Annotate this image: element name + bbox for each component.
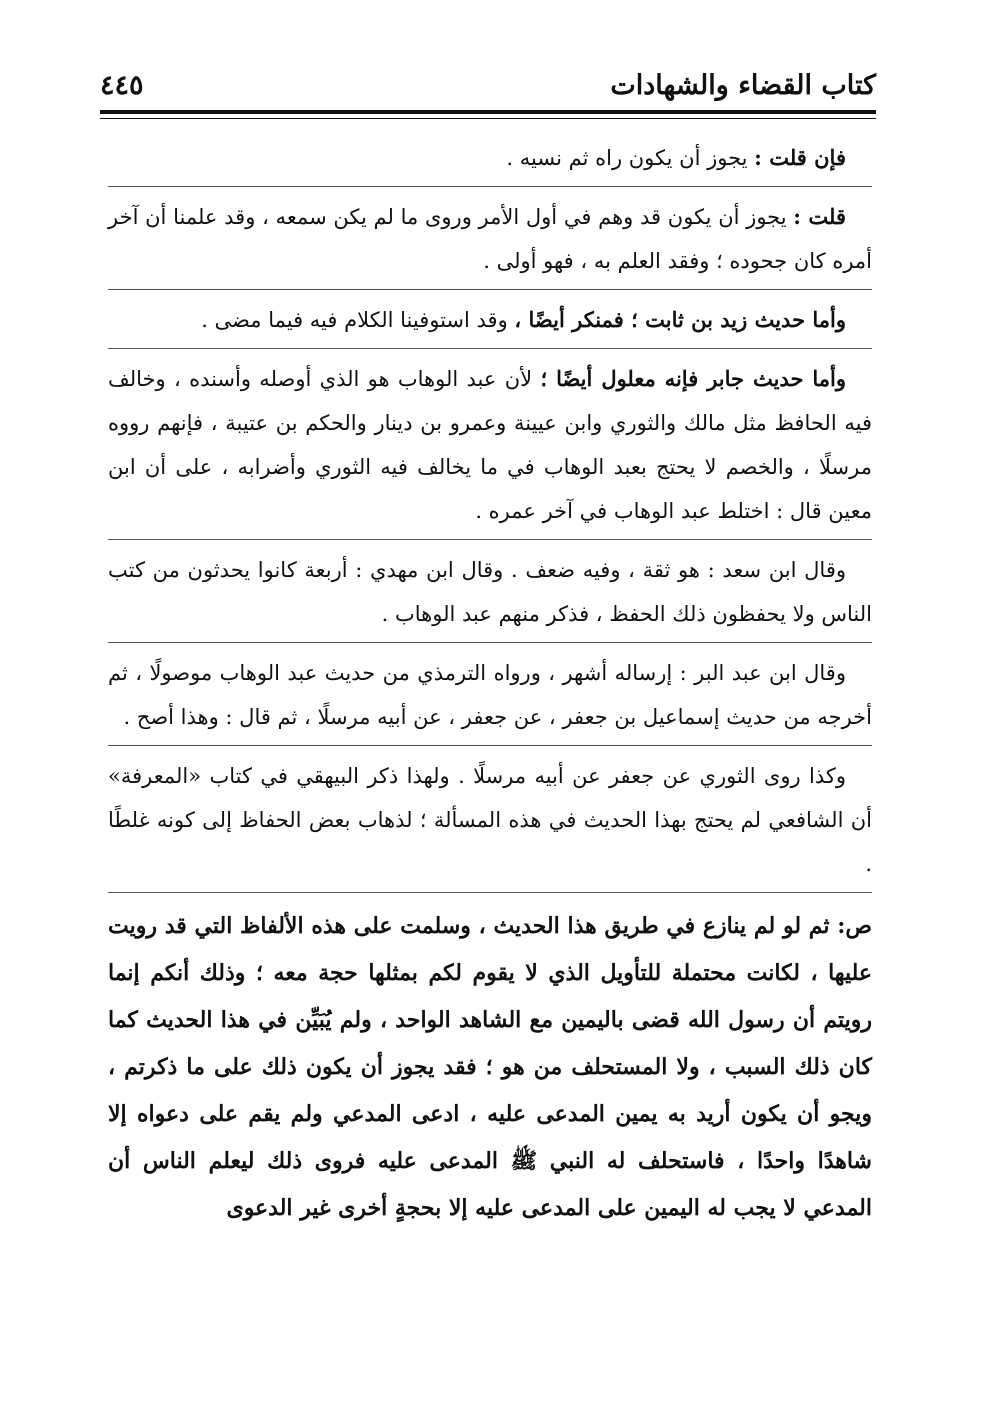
paragraph-jabir-hadith: [108, 357, 872, 533]
page-number: ٤٤٥: [100, 70, 144, 101]
paragraph-divider: [108, 892, 872, 893]
running-head: كتاب القضاء والشهادات: [610, 70, 876, 101]
paragraph-zayd-hadith: [108, 298, 872, 342]
paragraph-lead: قلت :: [793, 204, 846, 229]
paragraph-divider: [108, 642, 872, 643]
paragraph-divider: [108, 745, 872, 746]
header-rule-thin: [100, 118, 876, 119]
body-text: [108, 136, 872, 1238]
paragraph-lead: وأما حديث زيد بن ثابت ؛ فمنكر أيضًا ،: [514, 307, 846, 332]
paragraph-lead: فإن قلت :: [754, 145, 846, 170]
paragraph-main-text: ص: ثم لو لم ينازع في طريق هذا الحديث ، وسلمت على هذه الألفاظ التي قد رويت عليها ، لكانت محتملة للتأويل الذي لا يقوم لكم بمثلها حجة معه ؛ وذلك أنكم إنما رويتم أن رسول الله قضى باليمين مع الشاهد الواحد ، ولم يُبَيِّن في هذا الحديث كما كان ذلك السبب ، ولا المستحلف من هو ؛ فقد يجوز أن يكون ذلك على ما ذكرتم ، ويجو أن يكون أريد به يمين المدعى عليه ، ادعى المدعي ولم يقم على دعواه إلا شاهدًا واحدًا ، فاستحلف له النبي ﷺ المدعى عليه فروى ذلك ليعلم الناس أن المدعي لا يجب له اليمين على المدعى عليه إلا بحجةٍ أخرى غير الدعوى: [108, 913, 872, 1221]
paragraph-ibn-abd-al-barr: وقال ابن عبد البر : إرساله أشهر ، ورواه الترمذي من حديث عبد الوهاب موصولًا ، ثم أخرجه من حديث إسماعيل بن جعفر ، عن جعفر ، عن أبيه مرسلًا ، ثم قال : وهذا أصح .: [108, 661, 872, 729]
paragraph-divider: [108, 186, 872, 187]
paragraph-objection: [108, 136, 872, 180]
paragraph-text: يجوز أن يكون قد وهم في أول الأمر وروى ما لم يكن سمعه ، وقد علمنا أن آخر أمره كان جحوده ؛ وفقد العلم به ، فهو أولى .: [108, 205, 872, 273]
paragraph-text: لأن عبد الوهاب هو الذي أوصله وأسنده ، وخالف فيه الحافظ مثل مالك والثوري وابن عيينة وعمرو بن دينار والحكم بن عتيبة ، فإنهم رووه مرسلًا ، والخصم لا يحتج بعبد الوهاب في ما يخالف فيه الثوري وأضرابه ، على أن ابن معين قال : اختلط عبد الوهاب في آخر عمره .: [108, 367, 872, 523]
paragraph-reply: [108, 195, 872, 283]
paragraph-ibn-saad: وقال ابن سعد : هو ثقة ، وفيه ضعف . وقال ابن مهدي : أربعة كانوا يحدثون من كتب الناس ولا يحفظون ذلك الحفظ ، فذكر منهم عبد الوهاب .: [108, 558, 872, 626]
header-rule-thick: [100, 110, 876, 114]
paragraph-lead: وأما حديث جابر فإنه معلول أيضًا ؛: [540, 366, 846, 391]
page-header: [100, 62, 876, 110]
paragraph-text: وقد استوفينا الكلام فيه فيما مضى .: [201, 308, 515, 332]
paragraph-thawri: وكذا روى الثوري عن جعفر عن أبيه مرسلًا . ولهذا ذكر البيهقي في كتاب «المعرفة» أن الشافعي لم يحتج بهذا الحديث في هذه المسألة ؛ لذهاب بعض الحفاظ إلى كونه غلطًا .: [108, 764, 872, 876]
paragraph-text: يجوز أن يكون راه ثم نسيه .: [506, 146, 755, 170]
paragraph-divider: [108, 289, 872, 290]
paragraph-divider: [108, 348, 872, 349]
paragraph-divider: [108, 539, 872, 540]
